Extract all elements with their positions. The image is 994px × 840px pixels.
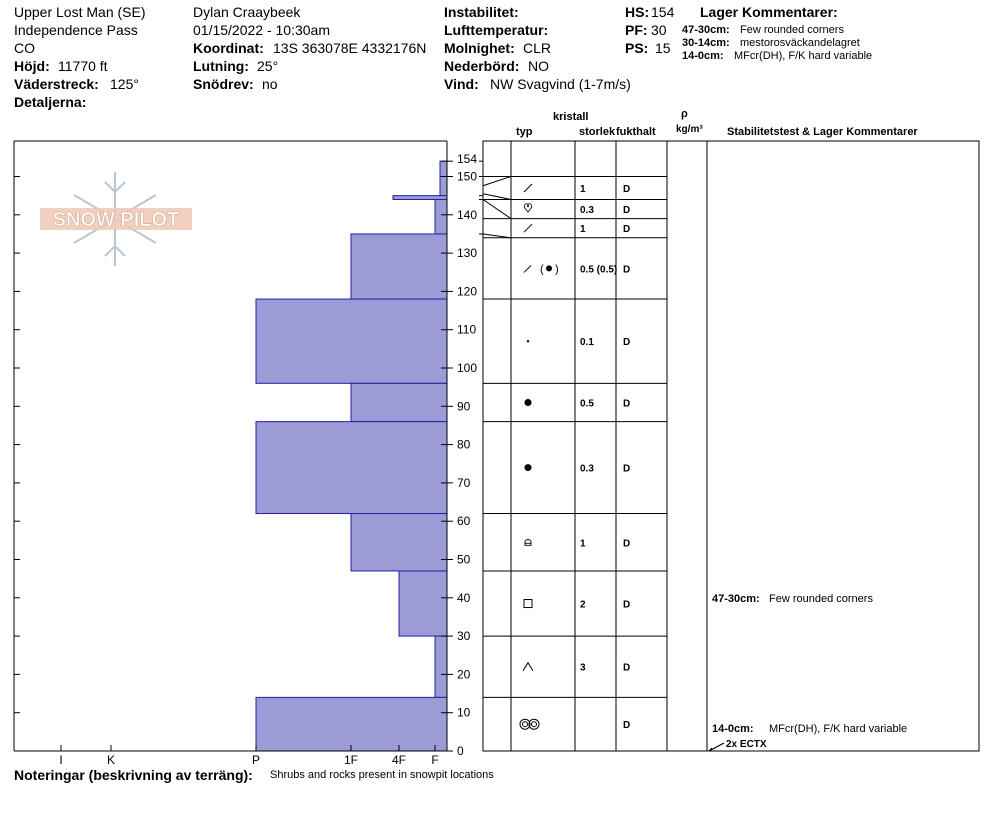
rho-header: ρ — [681, 108, 688, 120]
stability-comment-range: 14-0cm: — [712, 723, 754, 736]
df-stroke — [524, 224, 532, 232]
depth-connector — [483, 177, 511, 186]
crystal-size: 0.5 — [580, 398, 594, 410]
depth-tick-label: 150 — [457, 169, 478, 184]
layer-comment-text: MFcr(DH), F/K hard variable — [734, 50, 873, 62]
depth-tick-label: 40 — [457, 590, 471, 605]
depth-tick-label: 0 — [457, 744, 464, 758]
depth-tick-label: 10 — [457, 705, 471, 720]
state-name: CO — [14, 40, 35, 56]
hs-value: 154 — [651, 4, 675, 20]
ps-label: PS: — [625, 40, 649, 56]
crystal-size: 1 — [580, 224, 586, 236]
fc-square — [524, 600, 532, 608]
hardness-bar — [393, 196, 447, 200]
wind-label: Vind: — [444, 76, 479, 92]
depth-tick-label: 154 — [457, 152, 478, 167]
depth-connector — [483, 194, 511, 200]
rg-small-dot — [527, 340, 529, 342]
hardness-tick-label: F — [431, 753, 439, 767]
depth-connector — [483, 199, 511, 218]
hardness-bar — [256, 697, 447, 751]
wind-value: NW Svagvind (1-7m/s) — [490, 76, 631, 92]
FC-rounding-icon — [525, 539, 531, 545]
hardness-tick-label: I — [59, 753, 63, 767]
layer-comment-text: Few rounded corners — [740, 24, 844, 36]
crystal-moisture: D — [623, 662, 631, 674]
density-unit-header: kg/m³ — [676, 124, 703, 135]
coordinate-label: Koordinat: — [193, 40, 264, 56]
precip-value: NO — [528, 58, 549, 74]
hardness-bar — [351, 234, 447, 299]
crystal-table-frame — [483, 141, 979, 751]
observer-name: Dylan Craaybeek — [193, 4, 301, 20]
aspect-label: Väderstreck: — [14, 76, 99, 92]
paren-open: ( — [540, 263, 544, 276]
hardness-bar — [435, 636, 447, 697]
rg-dot — [546, 265, 552, 271]
crystal-size: 0.5 (0.5) — [580, 264, 618, 276]
depth-tick-label: 120 — [457, 284, 478, 299]
airtemp-label: Lufttemperatur: — [444, 22, 549, 38]
crystal-moisture: D — [623, 463, 631, 475]
crystal-moisture: D — [623, 720, 631, 732]
layer-comment-range: 47-30cm: — [682, 24, 730, 36]
dh-caret — [523, 663, 533, 671]
drift-label: Snödrev: — [193, 76, 254, 92]
depth-connector — [483, 234, 511, 238]
df-stroke — [524, 265, 531, 272]
crystal-size: 2 — [580, 599, 586, 611]
hardness-bar — [399, 571, 447, 636]
depth-tick-label: 80 — [457, 437, 471, 452]
location-name: Upper Lost Man (SE) — [14, 4, 146, 20]
drift-value: no — [262, 76, 278, 92]
pf-label: PF: — [625, 22, 648, 38]
slope-label: Lutning: — [193, 58, 249, 74]
hardness-tick-label: 4F — [391, 753, 407, 767]
elevation-value: 11770 ft — [58, 58, 108, 74]
depth-tick-label: 50 — [457, 552, 471, 567]
crystal-size: 1 — [580, 183, 586, 195]
moisture-header: fukthalt — [616, 126, 656, 138]
depth-tick-label: 140 — [457, 207, 478, 222]
layer-comment-text: mestorosväckandelagret — [740, 37, 860, 49]
paren-close: ) — [555, 263, 559, 276]
crystal-header: kristall — [553, 111, 589, 123]
hardness-bar — [435, 199, 447, 233]
sky-label: Molnighet: — [444, 40, 515, 56]
type-header: typ — [516, 126, 533, 138]
crystal-size: 1 — [580, 538, 586, 550]
crystal-moisture: D — [623, 337, 631, 349]
depth-tick-label: 130 — [457, 246, 478, 261]
stability-header: Stabilitetstest & Lager Kommentarer — [727, 126, 918, 138]
elevation-label: Höjd: — [14, 58, 50, 74]
crystal-moisture: D — [623, 398, 631, 410]
ps-value: 15 — [655, 40, 671, 56]
aspect-value: 125° — [110, 76, 139, 92]
area-name: Independence Pass — [14, 22, 138, 38]
stability-comment-text: MFcr(DH), F/K hard variable — [769, 723, 908, 736]
df-stroke — [524, 184, 532, 192]
DF-icon — [524, 224, 532, 232]
mf-ring — [523, 722, 528, 727]
sh-shape — [524, 204, 532, 212]
crystal-moisture: D — [623, 538, 631, 550]
layer-comment-range: 30-14cm: — [682, 37, 730, 49]
stability-comment-range: 47-30cm: — [712, 592, 760, 605]
rg-dot — [525, 464, 532, 471]
hardness-bar — [351, 383, 447, 421]
crystal-size: 0.1 — [580, 337, 594, 349]
layer-comments-title: Lager Kommentarer: — [700, 4, 838, 20]
crystal-size: 0.3 — [580, 205, 594, 217]
crystal-moisture: D — [623, 599, 631, 611]
instability-label: Instabilitet: — [444, 4, 519, 20]
hardness-bar — [256, 299, 447, 383]
details-label: Detaljerna: — [14, 94, 87, 110]
stability-test-pointer — [709, 743, 724, 751]
pf-value: 30 — [651, 22, 667, 38]
SH-icon — [524, 204, 532, 212]
depth-tick-label: 110 — [457, 322, 477, 337]
hardness-bar — [256, 422, 447, 514]
coordinate-value: 13S 363078E 4332176N — [273, 40, 427, 56]
MF-crust-icon — [520, 719, 539, 729]
hardness-tick-label: P — [251, 753, 261, 767]
notes-label: Noteringar (beskrivning av terräng): — [14, 767, 253, 783]
crystal-moisture: D — [623, 224, 631, 236]
depth-tick-label: 30 — [457, 629, 471, 644]
layer-comment-range: 14-0cm: — [682, 50, 724, 62]
hardness-bar — [351, 514, 447, 571]
mf-ring — [532, 722, 537, 727]
DF-icon — [524, 184, 532, 192]
FC-icon — [524, 600, 532, 608]
depth-tick-label: 100 — [457, 361, 478, 375]
sky-value: CLR — [523, 40, 552, 56]
depth-tick-label: 60 — [457, 514, 471, 529]
depth-tick-label: 20 — [457, 667, 471, 682]
crystal-size: 3 — [580, 662, 586, 674]
crystal-moisture: D — [623, 264, 631, 276]
notes-value: Shrubs and rocks present in snowpit locations — [270, 769, 494, 781]
precip-label: Nederbörd: — [444, 58, 520, 74]
depth-tick-label: 70 — [457, 475, 471, 490]
size-header: storlek — [579, 126, 615, 138]
hardness-bar — [440, 177, 447, 196]
RG-icon — [525, 464, 532, 471]
hs-label: HS: — [625, 4, 650, 20]
RG-small-icon — [527, 340, 529, 342]
stability-test-label: 2x ECTX — [726, 739, 767, 750]
stability-comment-text: Few rounded corners — [769, 592, 873, 605]
logo-text: SNOW PILOT — [52, 209, 180, 231]
DH-icon — [523, 663, 533, 671]
rg-dot — [525, 399, 532, 406]
crystal-moisture: D — [623, 205, 631, 217]
crystal-moisture: D — [623, 183, 631, 195]
hardness-bar — [440, 161, 447, 176]
hardness-tick-label: K — [106, 753, 116, 767]
fc-rounding-shape — [525, 539, 531, 545]
crystal-size: 0.3 — [580, 463, 594, 475]
slope-value: 25° — [257, 58, 279, 74]
observation-datetime: 01/15/2022 - 10:30am — [193, 22, 330, 38]
RG-icon — [525, 399, 532, 406]
hardness-tick-label: 1F — [343, 753, 359, 767]
DF-RG-icon — [524, 263, 559, 275]
depth-tick-label: 90 — [457, 399, 471, 414]
